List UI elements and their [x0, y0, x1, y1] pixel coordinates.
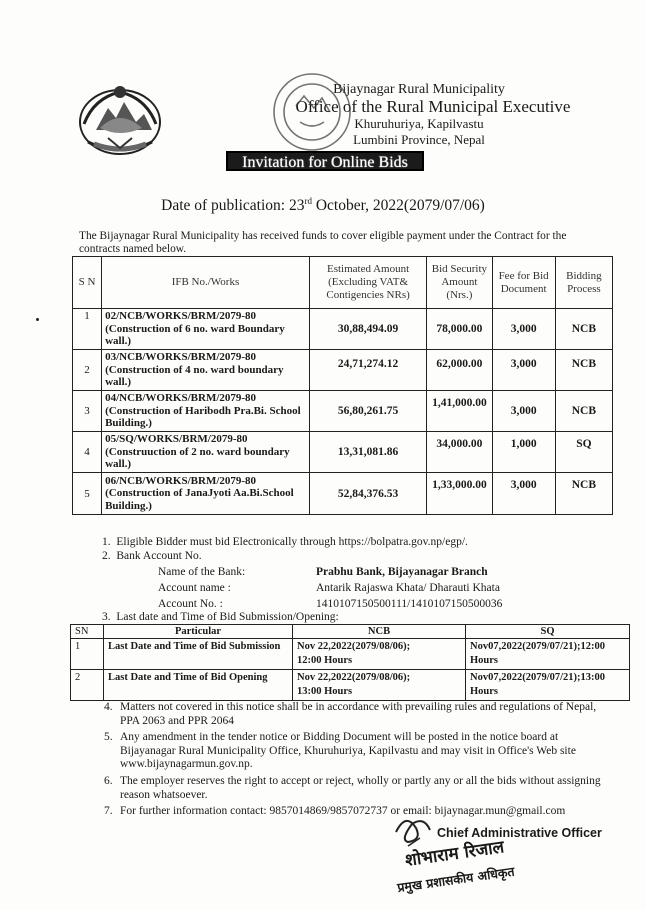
account-no-label: Account No. : — [158, 598, 223, 610]
office-seal-stamp-icon — [256, 66, 366, 158]
svg-text:प्रमुख प्रशासकीय अधिकृत: प्रमुख प्रशासकीय अधिकृत — [396, 863, 516, 895]
col-process: Bidding Process — [555, 257, 612, 309]
table-row: 2 Last Date and Time of Bid Opening Nov 22,2022(2079/08/06); 13:00 Hours Nov07,2022(2079/07/21);13:00 Hours — [71, 670, 630, 701]
table-row: 3 04/NCB/WORKS/BRM/2079-80 (Construction of Haribodh Pra.Bi. School Building.) 56,80,261.75 1,41,000.00 3,000 NCB — [73, 391, 613, 432]
table-row: 4 05/SQ/WORKS/BRM/2079-80 (Construuction of 2 no. ward boundary wall.) 13,31,081.86 34,000.00 1,000 SQ — [73, 432, 613, 473]
note-item: 7. For further information contact: 9857014869/9857072737 or email: bijaynagar.mun@gmail.com — [104, 805, 566, 818]
col-ncb: NCB — [293, 625, 466, 639]
account-no-value: 1410107150500111/1410107150500036 — [316, 598, 503, 610]
table-row: 1 02/NCB/WORKS/BRM/2079-80 (Construction of 6 no. ward Boundary wall.) 30,88,494.09 78,000.00 3,000 NCB — [73, 309, 613, 350]
col-works: IFB No./Works — [102, 257, 310, 309]
item-2: 2. Bank Account No. — [102, 550, 202, 562]
col-sq: SQ — [466, 625, 630, 639]
header-municipality: Bijaynagar Rural Municipality — [333, 82, 505, 97]
account-name-label: Account name : — [158, 582, 231, 594]
dates-table — [70, 624, 630, 701]
header-address: Khuruhuriya, Kapilvastu — [354, 116, 484, 131]
note-item: 4. Matters not covered in this notice shall be in accordance with prevailing rules and regulations of Nepal, PPA 2063 and PPR 2064 — [104, 701, 597, 727]
item-1: 1. Eligible Bidder must bid Electronically through https://bolpatra.gov.np/egp/. — [102, 536, 468, 548]
col-security: Bid Security Amount (Nrs.) — [427, 257, 492, 309]
table-row: 5 06/NCB/WORKS/BRM/2079-80 (Construction of JanaJyoti Aa.Bi.School Building.) 52,84,376.53 1,33,000.00 3,000 NCB — [73, 473, 613, 515]
handwritten-signature-icon — [378, 810, 578, 902]
col-sn: SN — [71, 625, 104, 639]
col-particular: Particular — [104, 625, 293, 639]
scan-speck — [36, 318, 39, 321]
invitation-banner: Invitation for Online Bids — [226, 151, 424, 171]
publication-date: Date of publication: 23rd October, 2022(2079/07/06) — [161, 196, 485, 215]
chief-administrative-officer: Chief Administrative Officer — [437, 826, 602, 840]
col-amount: Estimated Amount (Excluding VAT& Contigencies NRs) — [309, 257, 426, 309]
note-item: 6. The employer reserves the right to accept or reject, wholly or partly any or all the bids without assigning reason whatsoever. — [104, 774, 601, 801]
header-province: Lumbini Province, Nepal — [353, 132, 485, 147]
notes-list — [104, 701, 604, 822]
col-sn: S N — [73, 257, 102, 309]
svg-text:शोभाराम रिजाल: शोभाराम रिजाल — [403, 837, 506, 871]
bids-table — [72, 256, 613, 515]
header-office: Office of the Rural Municipal Executive — [295, 97, 571, 116]
note-item: 5. Any amendment in the tender notice or Bidding Document will be posted in the notice board at Bijayanagar Rural Municipality Office, Khuruhuriya, Kapilvastu and may visit in Office's Web site www.bijaynagarmun.gov.np. — [104, 731, 576, 771]
col-fee: Fee for Bid Document — [492, 257, 555, 309]
bolpatra-link[interactable]: https://bolpatra.gov.np/egp/. — [338, 536, 468, 548]
item-3: 3. Last date and Time of Bid Submission/Opening: — [102, 611, 339, 623]
table-row: 1 Last Date and Time of Bid Submission Nov 22,2022(2079/08/06); 12:00 Hours Nov07,2022(2079/07/21);12:00 Hours — [71, 639, 630, 670]
table-row: 2 03/NCB/WORKS/BRM/2079-80 (Construction of 4 no. ward boundary wall.) 24,71,274.12 62,000.00 3,000 NCB — [73, 350, 613, 391]
intro-text: The Bijaynagar Rural Municipality has received funds to cover eligible payment under the Contract for the contracts named below. — [79, 230, 567, 255]
account-name-value: Antarik Rajaswa Khata/ Dharauti Khata — [316, 582, 500, 594]
bank-name-value: Prabhu Bank, Bijayanagar Branch — [316, 566, 488, 578]
bank-name-label: Name of the Bank: — [158, 566, 246, 578]
